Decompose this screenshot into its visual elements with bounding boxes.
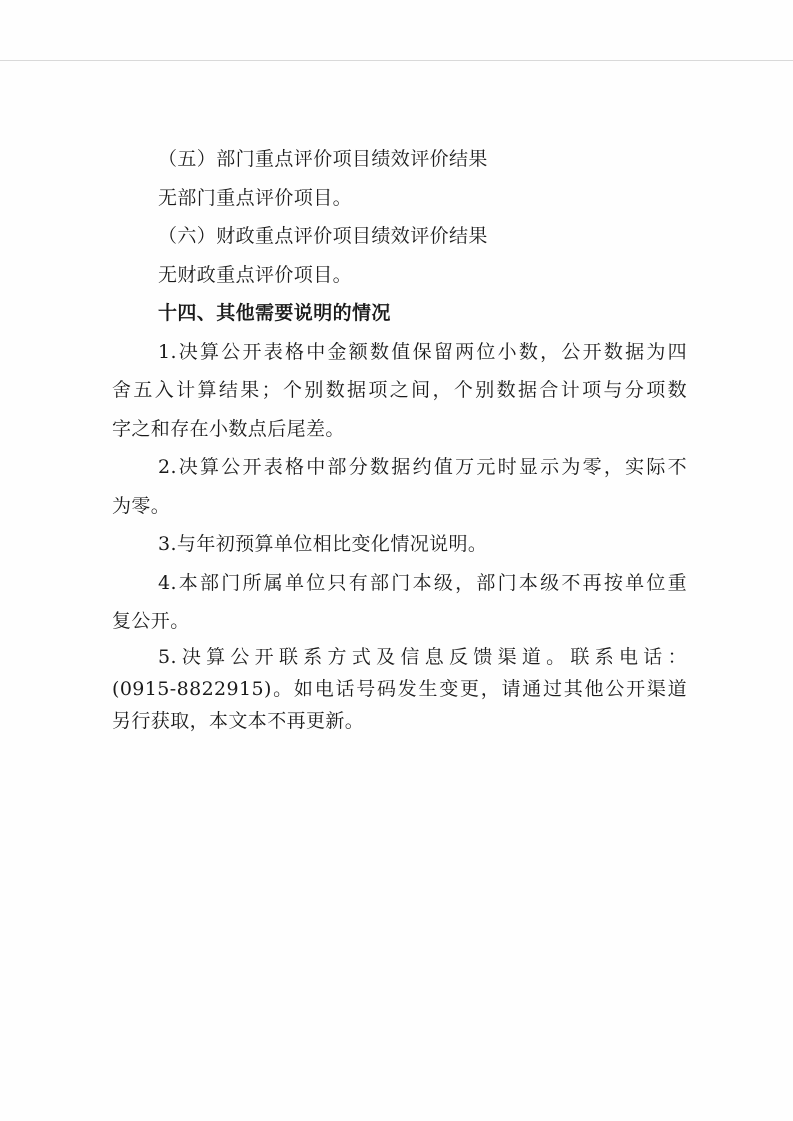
item-3-line-1: 3.与年初预算单位相比变化情况说明。 [158,533,488,555]
item-1-paragraph [112,333,687,449]
item-3-paragraph [112,525,687,564]
item-4-line-1: 4.本部门所属单位只有部门本级，部门本级不再按单位重 [158,571,687,594]
item-4-line-2: 复公开。 [112,610,190,632]
item-2-line-2: 为零。 [112,494,171,517]
item-5-line-1: 5.决算公开联系方式及信息反馈渠道。联系电话： [158,645,687,668]
top-rule-divider [0,60,793,61]
item-5-line-2: (0915-8822915)。如电话号码发生变更，请通过其他公开渠道 [112,677,687,700]
item-5-line-3: 另行获取，本文本不再更新。 [112,709,365,732]
section-5-heading: （五）部门重点评价项目绩效评价结果 [158,148,488,170]
section-5-body: 无部门重点评价项目。 [158,186,353,209]
item-4-paragraph [112,564,687,641]
item-2-line-1: 2.决算公开表格中部分数据约值万元时显示为零，实际不 [158,456,687,478]
section-6-body: 无财政重点评价项目。 [158,263,353,286]
item-1-line-3: 字之和存在小数点后尾差。 [112,417,345,440]
item-1-line-1: 1.决算公开表格中金额数值保留两位小数，公开数据为四 [158,340,687,363]
section-14-heading: 十四、其他需要说明的情况 [158,302,391,324]
item-5-paragraph [112,641,687,737]
document-body [112,140,687,737]
section-6-heading: （六）财政重点评价项目绩效评价结果 [158,225,488,247]
item-2-paragraph [112,448,687,525]
item-1-line-2: 舍五入计算结果；个别数据项之间，个别数据合计项与分项数 [112,379,687,401]
